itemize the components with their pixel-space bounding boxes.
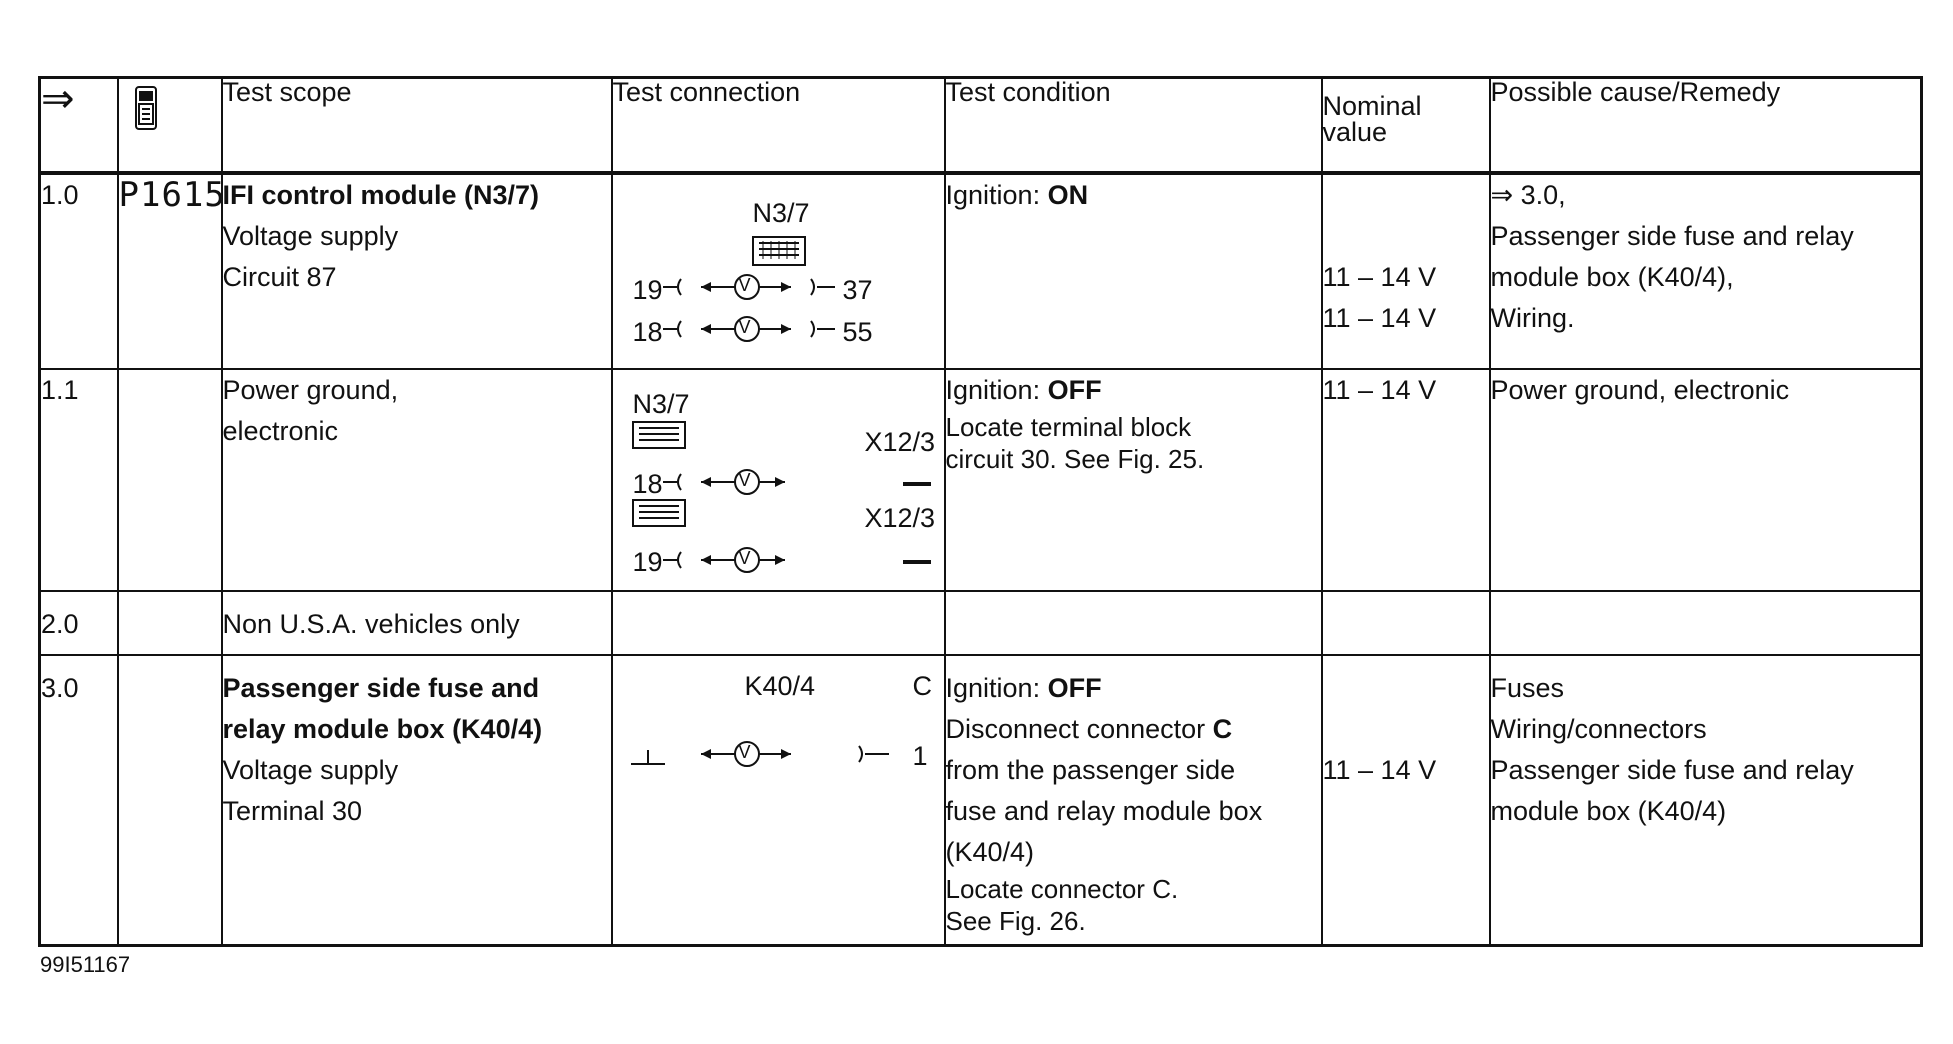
voltmeter-symbol: V [738, 275, 751, 295]
pin-label: 55 [842, 317, 873, 347]
possible-cause: ⇒ 3.0, Passenger side fuse and relay module box (K40/4), Wiring. [1490, 173, 1922, 369]
test-scope: Non U.S.A. vehicles only [222, 591, 612, 655]
possible-cause: Fuses Wiring/connectors Passenger side fuse and relay module box (K40/4) [1490, 655, 1922, 945]
table-row [40, 369, 1922, 591]
voltmeter-icon [663, 470, 931, 494]
pin-label: 1 [912, 741, 928, 771]
test-condition [945, 591, 1322, 655]
table-row [40, 655, 1922, 945]
pin-label: 18 [632, 317, 663, 347]
step-number: 1.1 [40, 369, 118, 591]
test-connection [612, 655, 945, 945]
test-scope: Power ground, electronic [222, 369, 612, 591]
step-number: 2.0 [40, 591, 118, 655]
fault-code [118, 591, 222, 655]
step-number: 3.0 [40, 655, 118, 945]
connector-icon [753, 237, 805, 265]
table-row [40, 591, 1922, 655]
connection-diagram [613, 656, 946, 946]
test-connection: N3/7 X12/3 18 V X12/3 19 V [612, 369, 945, 591]
header-test-connection: Test connection [612, 78, 945, 174]
figure-reference: 99I51167 [40, 952, 131, 977]
connector-icon [633, 422, 685, 448]
diagnostic-table [38, 76, 1923, 947]
test-connection: N3/7 19 V 37 18 V 55 [612, 173, 945, 369]
test-scope: Passenger side fuse and relay module box (K40/4) Voltage supply Terminal 30 [222, 655, 612, 945]
connector-label: C [912, 671, 932, 701]
nominal-value: 11 – 14 V [1322, 369, 1490, 591]
header-row [40, 78, 1922, 174]
voltmeter-symbol: V [738, 317, 751, 337]
pin-label: 37 [842, 275, 873, 305]
module-label: K40/4 [744, 671, 816, 701]
ground-label: X12/3 [864, 427, 936, 457]
voltmeter-symbol: V [738, 548, 751, 568]
hand-held-tester-icon [133, 85, 159, 131]
ground-icon [631, 750, 665, 764]
pin-label: 19 [632, 547, 663, 577]
possible-cause: Power ground, electronic [1490, 369, 1922, 591]
test-condition: Ignition: OFF Disconnect connector C from the passenger side fuse and relay module box (K40/4) Locate connector C. See Fig. 26. [945, 655, 1322, 945]
possible-cause [1490, 591, 1922, 655]
voltmeter-icon [663, 548, 931, 572]
header-nominal-value: Nominal value [1322, 78, 1490, 174]
pin-label: 19 [632, 275, 663, 305]
ground-label: X12/3 [864, 503, 936, 533]
voltmeter-symbol: V [738, 742, 751, 762]
table-row [40, 173, 1922, 369]
fault-code: P1615 [118, 173, 222, 369]
nominal-value [1322, 591, 1490, 655]
header-possible-cause: Possible cause/Remedy [1490, 78, 1922, 174]
test-condition: Ignition: OFF Locate terminal block circuit 30. See Fig. 25. [945, 369, 1322, 591]
test-condition: Ignition: ON [945, 173, 1322, 369]
voltmeter-symbol: V [738, 470, 751, 490]
header-arrow: ⇒ [40, 78, 118, 174]
fault-code [118, 369, 222, 591]
test-connection [612, 591, 945, 655]
voltmeter-icon [701, 742, 889, 766]
pin-label: 18 [632, 469, 663, 499]
nominal-value: 11 – 14 V [1322, 655, 1490, 945]
nominal-value: 11 – 14 V 11 – 14 V [1322, 173, 1490, 369]
fault-code [118, 655, 222, 945]
step-number: 1.0 [40, 173, 118, 369]
test-scope: IFI control module (N3/7) Voltage supply Circuit 87 [222, 173, 612, 369]
header-test-scope: Test scope [222, 78, 612, 174]
header-tester-icon [118, 78, 222, 174]
header-test-condition: Test condition [945, 78, 1322, 174]
